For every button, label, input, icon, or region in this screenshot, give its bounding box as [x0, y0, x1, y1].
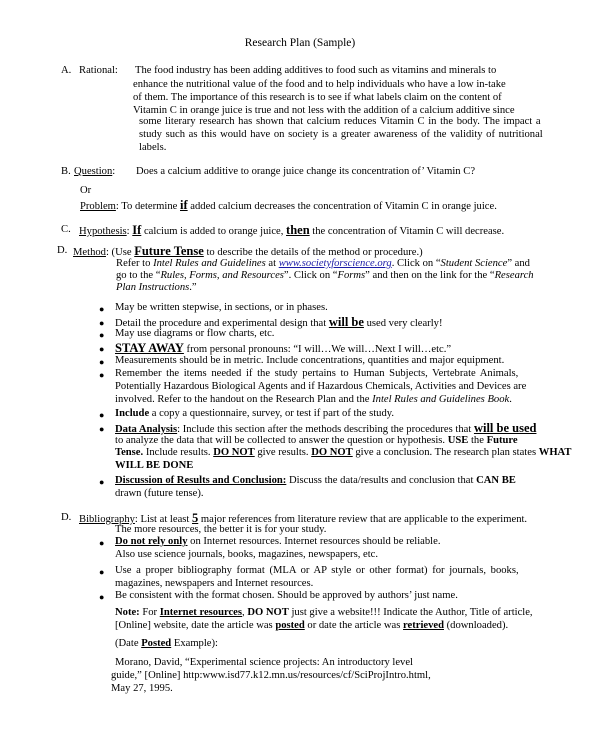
- list-item: Detail the procedure and experimental design that will be used very clearly!: [115, 315, 443, 329]
- bullet-icon: ●: [99, 592, 105, 602]
- list-item-cont: Tense. Include results. DO NOT give results. DO NOT give a conclusion. The research plan states WHAT: [115, 447, 572, 458]
- paragraph-line: some literary research has shown that calcium reduces Vitamin C in the body. The impact a: [139, 116, 541, 127]
- method-line: Refer to Intel Rules and Guidelines at www.societyforscience.org. Click on “Student Science” and: [116, 258, 530, 269]
- list-item: Do not rely only on Internet resources. Internet resources should be reliable.: [115, 536, 441, 547]
- list-item-cont: Potentially Hazardous Biological Agents and if Hazardous Chemicals, Activities and Devices are: [115, 381, 527, 392]
- document-title: Research Plan (Sample): [244, 37, 356, 49]
- list-item-cont: magazines, newspapers and Internet resources.: [115, 578, 314, 589]
- paragraph-line: of them. The importance of this research is to see if what labels claim on the content of: [133, 92, 502, 103]
- bibliography-line: Also use science journals, books, magazines, newspapers, etc.: [115, 549, 379, 560]
- list-item: Use a proper bibliography format (MLA or AP style or other format) for journals, books,: [115, 565, 519, 576]
- method-line: go to the “Rules, Forms, and Resources”. Click on “Forms” and then on the link for the “Research: [116, 270, 534, 281]
- section-label: Question:: [74, 166, 116, 177]
- list-item-cont: WILL BE DONE: [115, 460, 194, 471]
- paragraph-line: Vitamin C in orange juice is true and not less with the addition of a calcium additive since: [133, 105, 515, 116]
- list-item: STAY AWAY from personal pronouns: “I will…We will…Next I will…etc.”: [115, 341, 452, 355]
- section-marker: D.: [57, 245, 68, 256]
- paragraph-line: enhance the nutritional value of the food and to help individuals who have a low in-take: [133, 79, 506, 90]
- or-text: Or: [80, 185, 92, 196]
- bullet-icon: ●: [99, 370, 105, 380]
- list-item: May be written stepwise, in sections, or in phases.: [115, 302, 328, 313]
- section-marker: B.: [61, 166, 71, 177]
- section-marker: D.: [61, 512, 72, 523]
- society-link[interactable]: www.societyforscience.org: [278, 258, 392, 269]
- citation-line: May 27, 1995.: [111, 683, 173, 694]
- list-item: Data Analysis: Include this section after the methods describing the procedures that will be used: [115, 421, 537, 435]
- section-marker: C.: [61, 224, 71, 235]
- section-label: Rational:: [79, 65, 118, 76]
- citation-line: Morano, David, “Experimental science projects: An introductory level: [115, 657, 414, 668]
- paragraph-line: labels.: [139, 142, 167, 153]
- bullet-icon: ●: [99, 410, 105, 420]
- bullet-icon: ●: [99, 424, 105, 434]
- list-item: Be consistent with the format chosen. Should be approved by authors’ just name.: [115, 590, 458, 601]
- note-line: Note: For Internet resources, DO NOT just give a website!!! Indicate the Author, Title of article,: [115, 607, 533, 618]
- bibliography-line: The more resources, the better it is for your study.: [115, 524, 327, 535]
- paragraph-line: The food industry has been adding additives to food such as vitamins and minerals to: [135, 65, 497, 76]
- problem-statement: Problem: To determine if added calcium decreases the concentration of Vitamin C in orange juice.: [80, 198, 497, 212]
- method-line: Plan Instructions.”: [116, 282, 197, 293]
- bibliography-line: Bibliography: List at least 5 major references from literature review that are applicable to the experiment.: [79, 511, 528, 525]
- list-item: Measurements should be in metric. Include concentrations, quantities and major equipment.: [115, 355, 505, 366]
- list-item: Discussion of Results and Conclusion: Discuss the data/results and conclusion that CAN BE: [115, 475, 516, 486]
- section-marker: A.: [61, 65, 72, 76]
- bullet-icon: ●: [99, 567, 105, 577]
- note-line: [Online] website, date the article was posted or date the article was retrieved (downloaded).: [115, 620, 509, 631]
- method-line: Method: (Use Future Tense to describe the details of the method or procedure.): [73, 244, 423, 258]
- citation-line: guide,” [Online] http:www.isd77.k12.mn.us/resources/cf/SciProjIntro.html,: [111, 670, 431, 681]
- bullet-icon: ●: [99, 318, 105, 328]
- date-example-label: (Date Posted Example):: [115, 638, 218, 649]
- bullet-icon: ●: [99, 477, 105, 487]
- bullet-icon: ●: [99, 357, 105, 367]
- list-item-cont: to analyze the data that will be collected to answer the question or hypothesis. USE the Future: [115, 435, 518, 446]
- question-text: Does a calcium additive to orange juice change its concentration of’ Vitamin C?: [136, 166, 476, 177]
- list-item: May use diagrams or flow charts, etc.: [115, 328, 275, 339]
- bullet-icon: ●: [99, 344, 105, 354]
- bullet-icon: ●: [99, 330, 105, 340]
- bullet-icon: ●: [99, 304, 105, 314]
- list-item-cont: involved. Refer to the handout on the Research Plan and the Intel Rules and Guidelines Book.: [115, 394, 512, 405]
- list-item: Include a copy a questionnaire, survey, or test if part of the study.: [115, 408, 395, 419]
- list-item-cont: drawn (future tense).: [115, 488, 204, 499]
- list-item: Remember the items needed if the study pertains to Human Subjects, Vertebrate Animals,: [115, 368, 519, 379]
- bullet-icon: ●: [99, 538, 105, 548]
- hypothesis-statement: Hypothesis: If calcium is added to orange juice, then the concentration of Vitamin C will decrease.: [79, 223, 505, 237]
- paragraph-line: study such as this would have on society is a greater awareness of the validity of nutritional: [139, 129, 543, 140]
